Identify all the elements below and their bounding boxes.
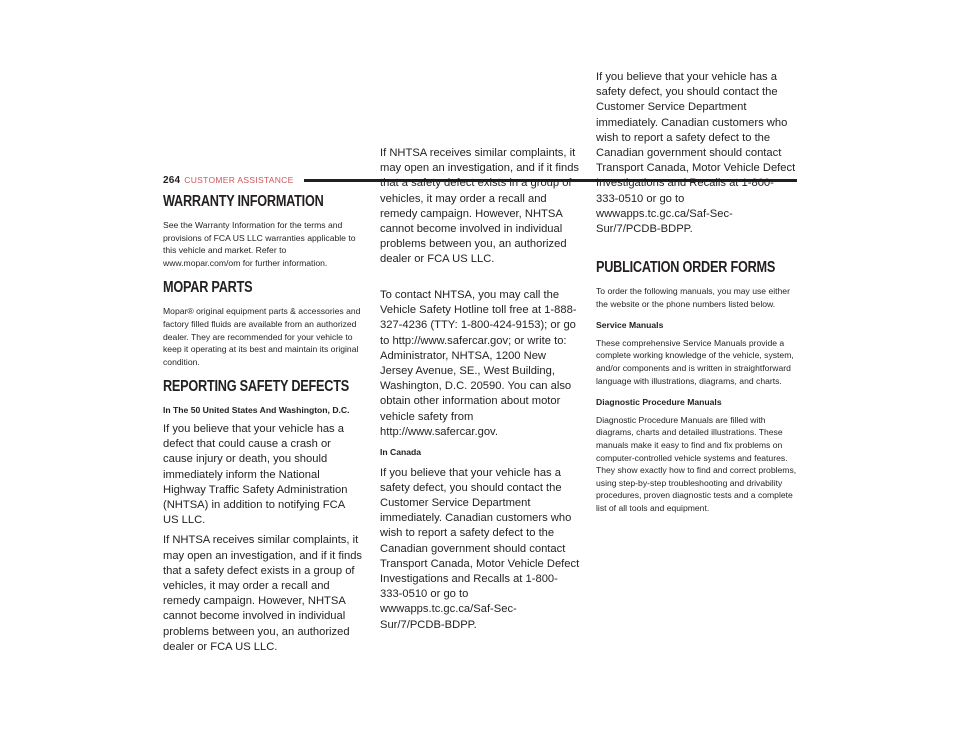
canada-paragraph-text: If you believe that your vehicle has a safety defect, you should contact the Customer Service Department immediately. Canadian customers who wish to report a safety defect to the Canadian government should contact Transport Canada, Motor Vehicle Defect Investigations and Recalls at 1-800-333-0510 or go to wwwapps.tc.gc.ca/Saf-Sec-Sur/7/PCDB-BDPP. [380, 466, 580, 631]
section-title: CUSTOMER ASSISTANCE [184, 175, 294, 185]
warranty-text: See the Warranty Information for the terms and provisions of FCA US LLC warranties applicable to this vehicle and market. Refer to www.mopar.com/om for further information. [163, 220, 356, 268]
us-paragraph-1: If you believe that your vehicle has a defect that could cause a crash or cause injury or death, you should immediately inform the National Highway Traffic Safety Administration (NHTSA) in addition to notifying FCA US LLC. [163, 422, 348, 527]
us-paragraph-2-overflow: If NHTSA receives similar complaints, it may open an investigation, and if it finds that a safety defect exists in a group of vehicles, it may order a recall and remedy campaign. However, NHTSA cannot become involved in individual problems between you, an authorized dealer or FCA US LLC. [380, 147, 580, 266]
mopar-text: Mopar® original equipment parts & accessories and factory filled fluids are available from an authorized dealer. They are recommended for your vehicle to keep it operating at its best and maintain its original condition. [163, 306, 361, 367]
publication-intro: To order the following manuals, you may use either the website or the phone numbers listed below. [596, 286, 790, 309]
canada-paragraph-continued [596, 71, 799, 253]
warranty-heading: WARRANTY INFORMATION [163, 193, 324, 210]
us-paragraph-2: If NHTSA receives similar complaints, it may open an investigation, and if it finds that a safety defect exists in a group of vehicles, it may order a recall and remedy campaign. However, NHTSA cannot become involved in individual problems between you, an authorized dealer or FCA US LLC. [163, 534, 363, 653]
column-left [163, 192, 363, 653]
publication-heading: PUBLICATION ORDER FORMS [596, 259, 776, 276]
diagnostic-manuals-subheading: Diagnostic Procedure Manuals [596, 397, 722, 408]
column-middle [380, 147, 580, 631]
canada-paragraph-overflow: If you believe that your vehicle has a safety defect, you should contact the Customer Service Department immediately. Canadian customers who wish to report a safety defect to the Canadian government should contact Transport Canada, Motor Vehicle Defect Investigations and Recalls at 1-800-333-0510 or go to wwwapps.tc.gc.ca/Saf-Sec-Sur/7/PCDB-BDPP. [596, 71, 796, 236]
canada-paragraph [380, 466, 580, 631]
safety-heading: REPORTING SAFETY DEFECTS [163, 378, 349, 396]
service-manuals-subheading: Service Manuals [596, 320, 664, 331]
service-manuals-text: These comprehensive Service Manuals provide a complete working knowledge of the vehicle, system, and/or components and is written in straightforward language with illustrations, diagrams, and charts. [596, 337, 794, 386]
us-subheading: In The 50 United States And Washington, D.C. [163, 405, 350, 416]
diagnostic-manuals-text: Diagnostic Procedure Manuals are filled with diagrams, charts and detailed illustrations. These manuals make it easy to find and fix problems on computer-controlled vehicle systems and features. They show exactly how to find and correct problems, using step-by-step troubleshooting and drivability procedures, proven diagnostic tests and a complete list of all tools and equipment. [596, 414, 797, 513]
us-paragraph-3: To contact NHTSA, you may call the Vehicle Safety Hotline toll free at 1-888-327-4236 (TTY: 1-800-424-9153); or go to http://www.safercar.gov; or write to: Administrator, NHTSA, 1200 New Jersey Avenue, SE., West Building, Washington, D.C. 20590. You can also obtain other information about motor vehicle safety from http://www.safercar.gov. [380, 289, 577, 438]
column-right [596, 71, 799, 524]
canada-subheading: In Canada [380, 447, 422, 458]
page-number: 264 [163, 174, 181, 186]
mopar-heading: MOPAR PARTS [163, 279, 253, 297]
us-paragraph-2-continued [380, 147, 580, 283]
